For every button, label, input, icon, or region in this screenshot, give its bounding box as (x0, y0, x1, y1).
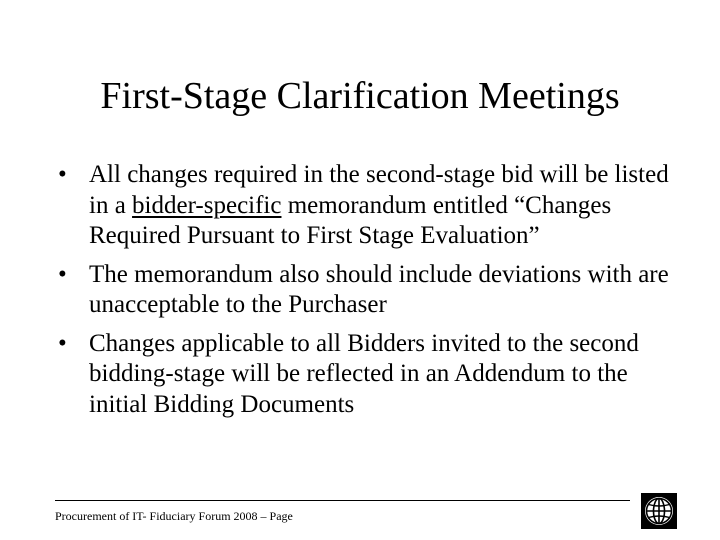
bullet-text-start: All changes required in the second-stage bid will be listed in a (89, 161, 669, 219)
bullet-item (55, 329, 675, 421)
globe-logo-icon (641, 493, 677, 529)
underlined-term: bidder-specific (132, 191, 282, 219)
bullet-text: The memorandum also should include deviations with are unacceptable to the Purchaser (89, 260, 669, 318)
bullet-text (89, 161, 669, 249)
bullet-item (55, 160, 675, 252)
footer-text: Procurement of IT- Fiduciary Forum 2008 – Page (55, 509, 293, 523)
slide-title: First-Stage Clarification Meetings (100, 75, 620, 117)
bullet-marker: • (58, 161, 67, 188)
bullet-marker: • (58, 260, 67, 288)
footer-divider (55, 500, 630, 501)
bullet-text-end: memorandum entitled “Changes Required Pursuant to First Stage Evaluation” (89, 191, 612, 249)
bullet-list (55, 160, 675, 428)
bullet-text: Changes applicable to all Bidders invited to the second bidding-stage will be reflected in an Addendum to the initial Bidding Documents (89, 329, 639, 418)
bullet-marker: • (58, 329, 67, 357)
bullet-item (55, 260, 675, 321)
